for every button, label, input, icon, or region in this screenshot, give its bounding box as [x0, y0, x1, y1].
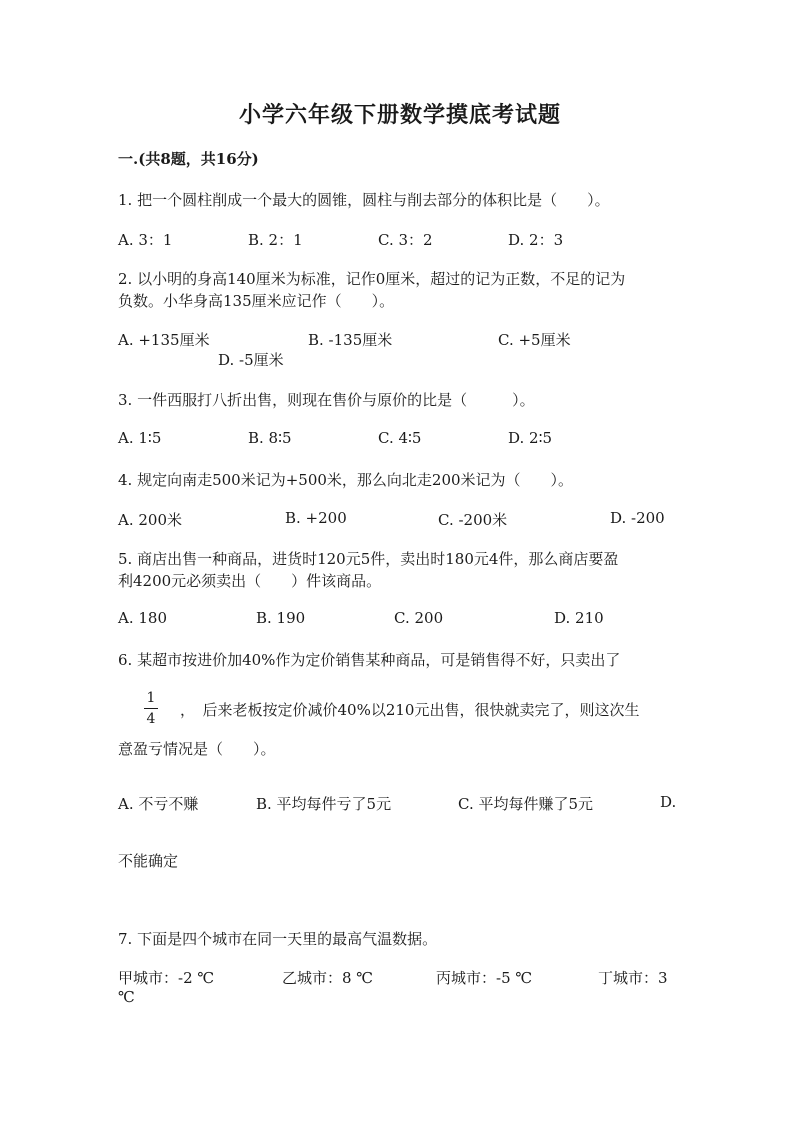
question-2-option-a: A. +135厘米: [118, 331, 210, 349]
question-6-option-d-text: 不能确定: [118, 852, 179, 870]
city-d-temperature: 丁城市：3: [598, 969, 668, 987]
fraction-numerator: 1: [146, 690, 156, 706]
fraction-one-quarter: [144, 690, 158, 727]
city-c-temperature: 丙城市：-5 ℃: [436, 969, 533, 987]
question-2-option-b: B. -135厘米: [308, 331, 393, 349]
question-2-option-d: D. -5厘米: [218, 351, 284, 369]
question-3-option-c: C. 4∶5: [378, 429, 422, 447]
city-b-temperature: 乙城市：8 ℃: [282, 969, 374, 987]
question-1-option-a: A. 3：1: [118, 231, 173, 249]
question-5-stem-line-1: 5. 商店出售一种商品，进货时120元5件，卖出时180元4件，那么商店要盈: [118, 550, 619, 568]
fraction-denominator: 4: [146, 711, 156, 727]
question-6-stem-line-2: ， 后来老板按定价减价40%以210元出售，很快就卖完了，则这次生: [180, 701, 640, 719]
question-6-option-d: D.: [660, 793, 677, 811]
question-7-stem: 7. 下面是四个城市在同一天里的最高气温数据。: [118, 930, 438, 948]
question-6-option-a: A. 不亏不赚: [118, 795, 199, 813]
question-5-option-a: A. 180: [118, 609, 167, 627]
question-3-option-d: D. 2∶5: [508, 429, 553, 447]
question-5-option-c: C. 200: [394, 609, 444, 627]
question-2-stem-line-2: 负数。小华身高135厘米应记作（ ）。: [118, 292, 395, 310]
question-3-option-b: B. 8∶5: [248, 429, 292, 447]
question-4-option-b: B. +200: [285, 509, 347, 527]
question-3-option-a: A. 1∶5: [118, 429, 162, 447]
question-1-stem: 1. 把一个圆柱削成一个最大的圆锥，圆柱与削去部分的体积比是（ ）。: [118, 191, 610, 209]
question-1-option-d: D. 2：3: [508, 231, 564, 249]
question-6-option-b: B. 平均每件亏了5元: [256, 795, 392, 813]
question-3-stem: 3. 一件西服打八折出售，则现在售价与原价的比是（ ）。: [118, 391, 535, 409]
question-4-option-d: D. -200: [610, 509, 665, 527]
question-4-option-a: A. 200米: [118, 511, 182, 529]
fraction-bar: [144, 708, 158, 709]
question-6-option-c: C. 平均每件赚了5元: [458, 795, 594, 813]
question-4-option-c: C. -200米: [438, 511, 508, 529]
question-1-option-c: C. 3：2: [378, 231, 433, 249]
question-4-stem: 4. 规定向南走500米记为+500米，那么向北走200米记为（ ）。: [118, 471, 574, 489]
page-title: 小学六年级下册数学摸底考试题: [238, 102, 561, 128]
question-5-option-b: B. 190: [256, 609, 306, 627]
question-2-stem-line-1: 2. 以小明的身高140厘米为标准，记作0厘米，超过的记为正数，不足的记为: [118, 270, 626, 288]
question-6-stem-line-1: 6. 某超市按进价加40%作为定价销售某种商品，可是销售得不好，只卖出了: [118, 651, 621, 669]
question-1-option-b: B. 2：1: [248, 231, 303, 249]
question-6-stem-line-3: 意盈亏情况是（ ）。: [118, 740, 276, 758]
city-d-temperature-unit: ℃: [118, 988, 135, 1006]
question-5-stem-line-2: 利4200元必须卖出（ ）件该商品。: [118, 572, 382, 590]
section-heading: 一.(共8题，共16分): [118, 150, 259, 168]
question-2-option-c: C. +5厘米: [498, 331, 571, 349]
question-5-option-d: D. 210: [554, 609, 604, 627]
city-a-temperature: 甲城市：-2 ℃: [118, 969, 215, 987]
